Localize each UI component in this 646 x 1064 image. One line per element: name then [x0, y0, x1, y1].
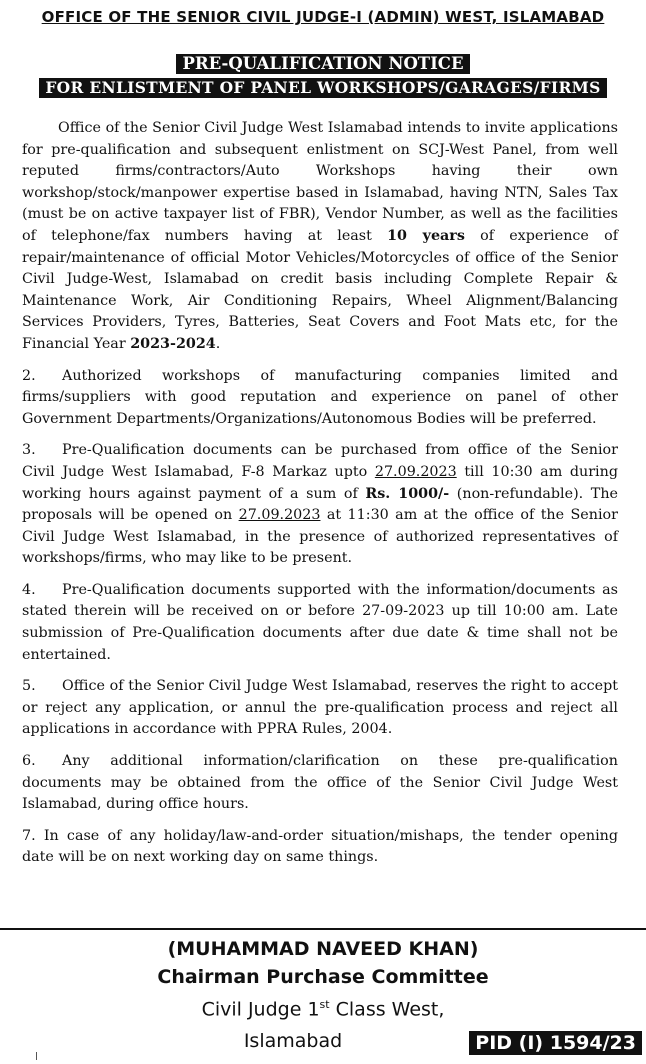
p3-date-2: 27.09.2023 — [238, 507, 321, 524]
paragraph-5 — [22, 676, 618, 741]
signatory-court — [0, 998, 646, 1020]
p4-number: 4. — [22, 581, 36, 598]
p3-text-d: at 11:30 am at the office of the Senior Civil Judge West Islamabad, in the presence of authorized representatives of workshops/firms, who may like to be present. — [22, 507, 618, 567]
court-text-pre: Civil Judge 1 — [201, 998, 320, 1021]
p1-text-c: of experience of repair/maintenance of official Motor Vehicles/Motorcycles of office of the Senior Civil Judge-West, Islamabad on credit basis including Complete Repair & Maintenance Work, Air Conditioning Repairs, Wheel Alignment/Balancing Services Providers, Tyres, Batteries, Seat Covers and Foot Mats etc, for the Financial Year — [22, 227, 618, 352]
notice-subtitle — [0, 78, 646, 98]
p3-number: 3. — [22, 442, 36, 459]
paragraph-3 — [22, 440, 618, 570]
notice-subtitle-text: FOR ENLISTMENT OF PANEL WORKSHOPS/GARAGES/FIRMS — [39, 78, 606, 98]
office-heading: OFFICE OF THE SENIOR CIVIL JUDGE-I (ADMIN) WEST, ISLAMABAD — [41, 8, 605, 26]
notice-title — [0, 54, 646, 74]
paragraph-2 — [22, 366, 618, 431]
p1-text-a: Office of the Senior Civil Judge West Islamabad intends to invite applications for pre-qualification and subsequent enlistment on SCJ-West Panel, from well reputed firms/contractors/Auto Workshops having their own workshop/stock/manpower expertise based in Islamabad, having NTN, Sales Tax (must be on active taxpayer list of FBR), Vendor Number, as well as the facilities of telephone/fax numbers having at least — [22, 120, 618, 244]
p3-text-a: Pre-Qualification documents can be purchased from office of the Senior Civil Judge West Islamabad, F-8 Markaz upto — [22, 442, 618, 480]
pid-badge: PID (I) 1594/23 — [469, 1031, 642, 1055]
p3-text-b: till 10:30 am during working hours against payment of a sum of — [22, 463, 618, 502]
p3-date-1: 27.09.2023 — [374, 463, 457, 480]
p4-text: Pre-Qualification documents supported with the information/documents as stated therein will be received on or before 27-09-2023 up till 10:00 am. Late submission of Pre-Qualification documents after due date & time shall not be entertained. — [22, 581, 618, 663]
signatory-city: Islamabad — [243, 1030, 343, 1052]
print-mark — [36, 1052, 37, 1060]
paragraph-7 — [22, 826, 618, 869]
notice-title-text: PRE-QUALIFICATION NOTICE — [176, 54, 469, 74]
paragraph-4 — [22, 580, 618, 666]
signatory-designation: Chairman Purchase Committee — [157, 966, 489, 988]
signatory-name: (MUHAMMAD NAVEED KHAN) — [167, 938, 479, 960]
p6-text: Any additional information/clarification on these pre-qualification documents may be obtained from the office of the Senior Civil Judge West Islamabad, during office hours. — [22, 753, 618, 813]
p3-amount: Rs. 1000/- — [365, 485, 450, 502]
p6-number: 6. — [22, 753, 36, 770]
p1-financial-year: 2023-2024 — [130, 335, 216, 352]
notice-body — [22, 118, 618, 879]
p1-years: 10 years — [387, 227, 465, 244]
p5-text: Office of the Senior Civil Judge West Islamabad, reserves the right to accept or reject any application, or annul the pre-qualification process and reject all applications in accordance with PPRA Rules, 2004. — [22, 678, 618, 738]
paragraph-6 — [22, 751, 618, 816]
p1-text-e: . — [215, 335, 221, 352]
signature-divider — [0, 928, 646, 930]
court-text-post: Class West, — [329, 998, 445, 1021]
p7-text: 7. In case of any holiday/law-and-order situation/mishaps, the tender opening date will be on next working day on same things. — [22, 827, 618, 866]
p2-number: 2. — [22, 367, 36, 384]
court-ordinal: st — [319, 998, 330, 1011]
p2-text: Authorized workshops of manufacturing companies limited and firms/suppliers with good reputation and experience on panel of other Government Departments/Organizations/Autonomous Bodies will be preferred. — [22, 367, 618, 427]
p5-number: 5. — [22, 678, 36, 695]
paragraph-1 — [22, 118, 618, 356]
p3-text-c: (non-refundable). The proposals will be opened on — [22, 485, 618, 524]
